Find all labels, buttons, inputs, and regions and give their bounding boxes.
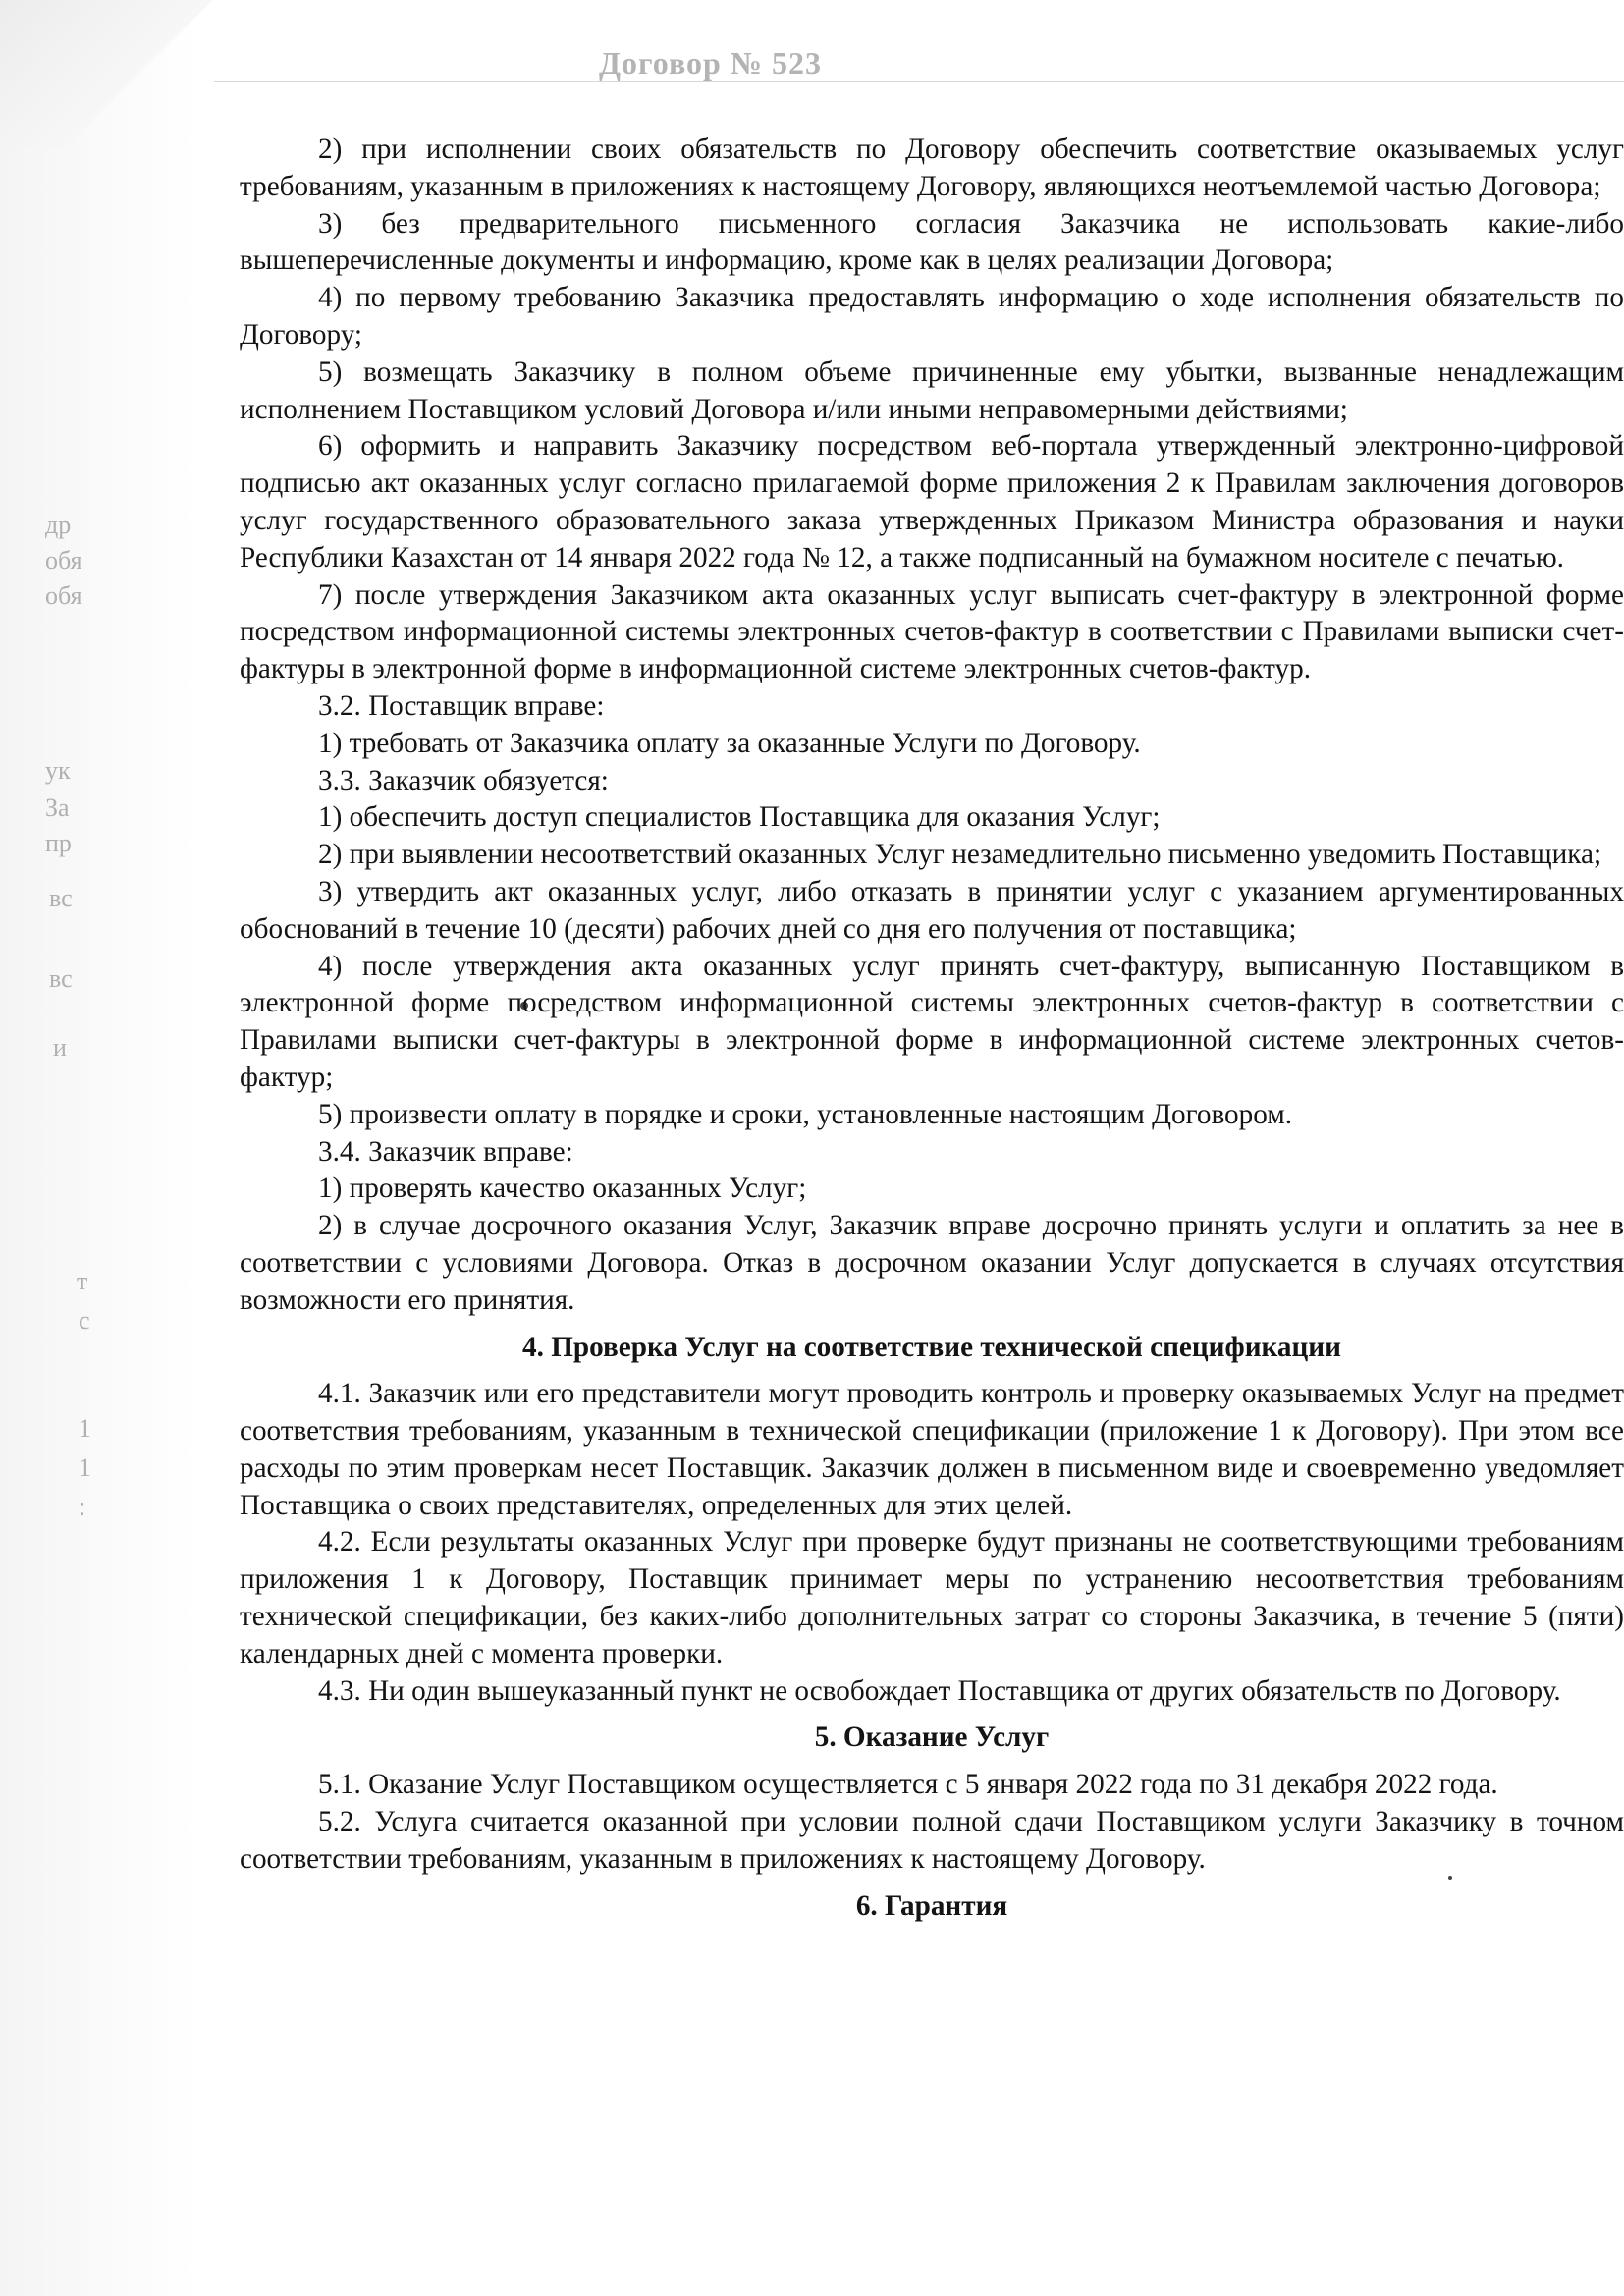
bleed-through-text: с xyxy=(79,1306,90,1335)
contract-number-header: Договор № 523 xyxy=(599,45,822,81)
bleed-through-text: 1 xyxy=(79,1453,91,1482)
document-paragraph: 3) без предварительного письменного согласия Заказчика не использовать какие-либо вышеперечисленные документы и информацию, кроме как в целях реализации Договора; xyxy=(240,207,1624,277)
document-paragraph: 2) при исполнении своих обязательств по Договору обеспечить соответствие оказываемых услуг требованиям, указанным в приложениях к настоящему Договору, являющихся неотъемлемой частью Договора; xyxy=(240,134,1624,202)
document-paragraph: 4.3. Ни один вышеуказанный пункт не освобождает Поставщика от других обязательств по Договору. xyxy=(318,1674,1561,1707)
section-heading: 5. Оказание Услуг xyxy=(814,1722,1050,1754)
document-paragraph: 4) по первому требованию Заказчика предоставлять информацию о ходе исполнения обязательств по Договору; xyxy=(240,282,1624,351)
bleed-through-text: др xyxy=(45,511,72,539)
document-paragraph: 6) оформить и направить Заказчику посредством веб-портала утвержденный электронно-цифровой подписью акт оказанных услуг согласно прилагаемой форме приложения 2 к Правилам заключения договоров услуг государственного образовательного заказа утвержденных Приказом Министра образования и науки Республики Казахстан от 14 января 2022 года № 12, а также подписанный на бумажном носителе с печатью. xyxy=(240,430,1624,574)
bleed-through-text: т xyxy=(77,1267,88,1295)
document-paragraph: 4.1. Заказчик или его представители могут проводить контроль и проверку оказываемых Услуг на предмет соответствия требованиям, указанным в технической спецификации (приложение 1 к Договору). При этом все расходы по этим проверкам несет Поставщик. Заказчик должен в письменном виде и своевременно уведомляет Поставщика о своих представителях, определенных для этих целей. xyxy=(240,1378,1624,1521)
section-heading: 6. Гарантия xyxy=(855,1889,1008,1922)
document-paragraph: 2) при выявлении несоответствий оказанных Услуг незамедлительно письменно уведомить Поставщика; xyxy=(318,839,1602,871)
bleed-through-text: пр xyxy=(45,829,72,857)
document-paragraph: 2) в случае досрочного оказания Услуг, Заказчик вправе досрочно принять услуги и оплатить за нее в соответствии с условиями Договора. Отказ в досрочном оказании Услуг допускается в случаях отсутствия возможности его принятия. xyxy=(240,1210,1624,1316)
bleed-through-text: ук xyxy=(45,756,71,785)
bleed-through-text: : xyxy=(79,1493,86,1521)
document-paragraph: 5) возмещать Заказчику в полном объеме причиненные ему убытки, вызванные ненадлежащим исполнением Поставщиком условий Договора и/или иными неправомерными действиями; xyxy=(240,355,1624,425)
page-top-edge xyxy=(214,81,1624,92)
document-paragraph: 1) обеспечить доступ специалистов Поставщика для оказания Услуг; xyxy=(318,801,1161,834)
bleed-through-text: вс xyxy=(49,964,73,993)
document-paragraph: 4.2. Если результаты оказанных Услуг при проверке будут признаны не соответствующими требованиям приложения 1 к Договору, Поставщик принимает меры по устранению несоответствия требованиям технической спецификации, без каких-либо дополнительных затрат со стороны Заказчика, в течение 5 (пяти) календарных дней с момента проверки. xyxy=(240,1526,1624,1669)
document-paragraph: 5.2. Услуга считается оказанной при условии полной сдачи Поставщиком услуги Заказчику в точном соответствии требованиям, указанным в приложениях к настоящему Договору. xyxy=(240,1806,1624,1875)
bleed-through-text: обя xyxy=(45,546,82,574)
bleed-through-text: обя xyxy=(45,581,82,610)
document-paragraph: 3.2. Поставщик вправе: xyxy=(318,689,605,722)
document-paragraph: 3) утвердить акт оказанных услуг, либо отказать в принятии услуг с указанием аргументированных обоснований в течение 10 (десяти) рабочих дней со дня его получения от поставщика; xyxy=(240,875,1624,945)
document-paragraph: 5.1. Оказание Услуг Поставщиком осуществляется с 5 января 2022 года по 31 декабря 2022 года. xyxy=(318,1769,1498,1801)
bleed-through-text: и xyxy=(53,1033,67,1062)
bleed-through-text: 1 xyxy=(79,1414,91,1443)
document-paragraph: 5) произвести оплату в порядке и сроки, установленные настоящим Договором. xyxy=(318,1098,1293,1130)
scan-folded-corner xyxy=(0,0,236,147)
document-paragraph: 3.3. Заказчик обязуется: xyxy=(318,764,609,796)
bleed-through-text: вс xyxy=(49,884,73,912)
scan-left-shadow xyxy=(0,0,196,2296)
document-paragraph: 1) проверять качество оказанных Услуг; xyxy=(318,1173,807,1205)
document-paragraph: 4) после утверждения акта оказанных услуг принять счет-фактуру, выписанную Поставщиком в электронной форме посредством информационной системы электронных счетов-фактур в соответствии с Правилами выписки счет-фактуры в электронной форме в информационной системе электронных счетов-фактур; xyxy=(240,950,1624,1093)
section-heading: 4. Проверка Услуг на соответствие технической спецификации xyxy=(522,1331,1341,1363)
document-body xyxy=(240,132,1624,1935)
document-paragraph: 1) требовать от Заказчика оплату за оказанные Услуги по Договору. xyxy=(318,727,1141,759)
bleed-through-text: За xyxy=(45,793,70,822)
document-paragraph: 7) после утверждения Заказчиком акта оказанных услуг выписать счет-фактуру в электронной форме посредством информационной системы электронных счетов-фактур в соответствии с Правилами выписки счет-фактуры в электронной форме в информационной системе электронных счетов-фактур. xyxy=(240,578,1624,685)
document-paragraph: 3.4. Заказчик вправе: xyxy=(318,1135,573,1168)
